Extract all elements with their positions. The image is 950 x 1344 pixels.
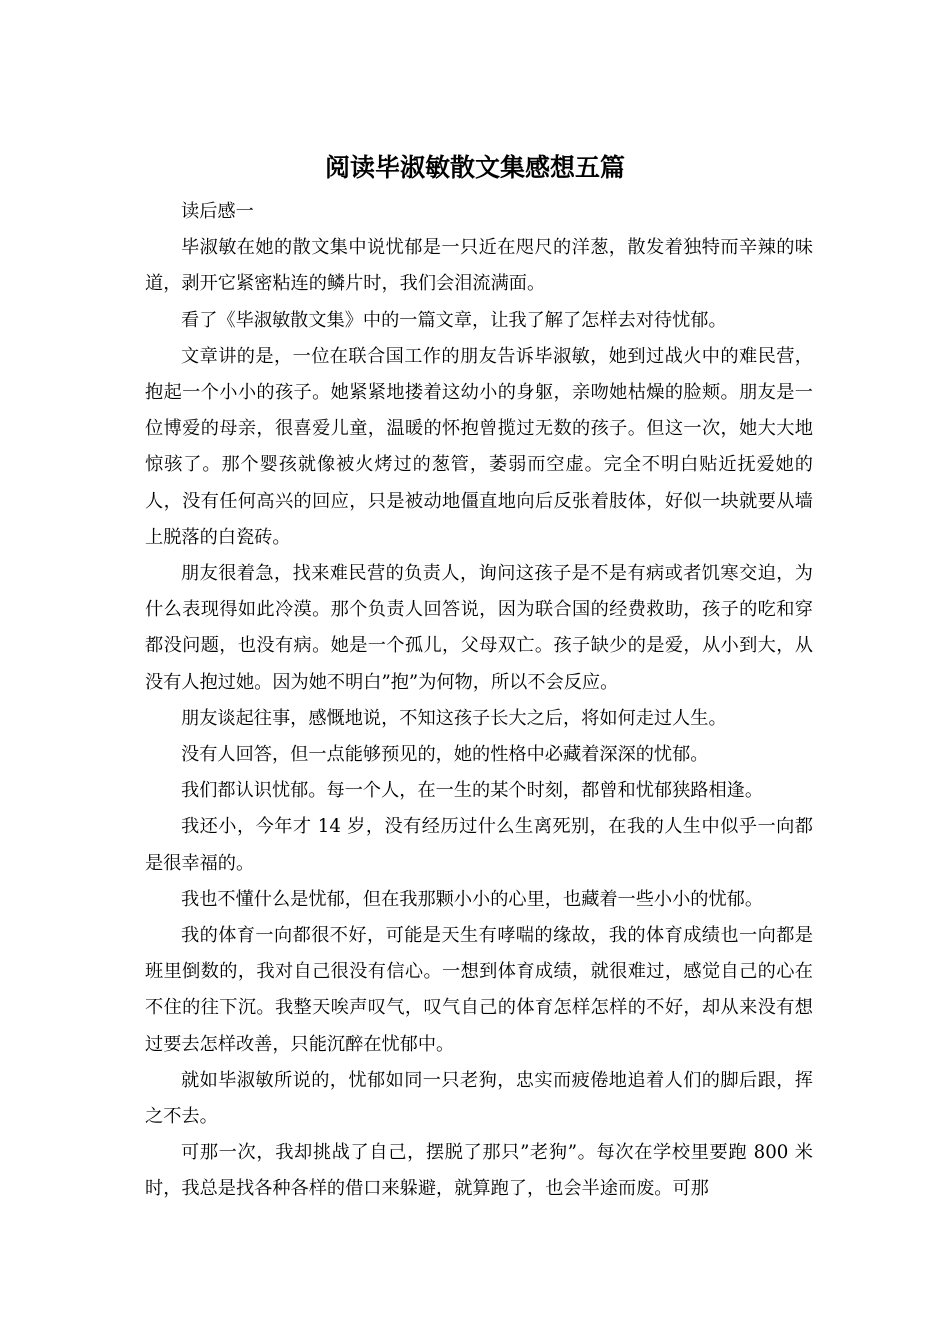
paragraph: 我的体育一向都很不好，可能是天生有哮喘的缘故，我的体育成绩也一向都是班里倒数的，我对自己很没有信心。一想到体育成绩，就很难过，感觉自己的心在不住的往下沉。我整天唉声叹气，叹气自己的体育怎样怎样的不好，却从来没有想过要去怎样改善，只能沉醉在忧郁中。 xyxy=(145,925,813,1055)
paragraph: 我们都认识忧郁。每一个人，在一生的某个时刻，都曾和忧郁狭路相逢。 xyxy=(181,780,764,802)
document-title: 阅读毕淑敏散文集感想五篇 xyxy=(324,153,625,182)
document-body xyxy=(145,194,813,1208)
paragraph: 朋友很着急，找来难民营的负责人，询问这孩子是不是有病或者饥寒交迫，为什么表现得如此冷漠。那个负责人回答说，因为联合国的经费救助，孩子的吃和穿都没问题，也没有病。她是一个孤儿，父母双亡。孩子缺少的是爱，从小到大，从没有人抱过她。因为她不明白”抱”为何物，所以不会反应。 xyxy=(145,563,813,693)
paragraph: 毕淑敏在她的散文集中说忧郁是一只近在咫尺的洋葱，散发着独特而辛辣的味道，剥开它紧密粘连的鳞片时，我们会泪流满面。 xyxy=(145,237,813,295)
paragraph: 看了《毕淑敏散文集》中的一篇文章，让我了解了怎样去对待忧郁。 xyxy=(181,309,727,331)
paragraph: 文章讲的是，一位在联合国工作的朋友告诉毕淑敏，她到过战火中的难民营，抱起一个小小的孩子。她紧紧地搂着这幼小的身躯，亲吻她枯燥的脸颊。朋友是一位博爱的母亲，很喜爱儿童，温暖的怀抱曾揽过无数的孩子。但这一次，她大大地惊骇了。那个婴孩就像被火烤过的葱管，萎弱而空虚。完全不明白贴近抚爱她的人，没有任何高兴的回应，只是被动地僵直地向后反张着肢体，好似一块就要从墙上脱落的白瓷砖。 xyxy=(145,345,813,548)
paragraph: 就如毕淑敏所说的，忧郁如同一只老狗，忠实而疲倦地追着人们的脚后跟，挥之不去。 xyxy=(145,1069,813,1128)
paragraph: 朋友谈起往事，感慨地说，不知这孩子长大之后，将如何走过人生。 xyxy=(181,707,727,729)
paragraph: 没有人回答，但一点能够预见的，她的性格中必藏着深深的忧郁。 xyxy=(181,744,709,766)
paragraph: 我还小，今年才 14 岁，没有经历过什么生离死别，在我的人生中似乎一向都是很幸福的。 xyxy=(145,816,813,874)
paragraph-heading-1: 读后感一 xyxy=(181,201,254,222)
paragraph: 我也不懂什么是忧郁，但在我那颗小小的心里，也藏着一些小小的忧郁。 xyxy=(181,888,764,910)
paragraph: 可那一次，我却挑战了自己，摆脱了那只”老狗”。每次在学校里要跑 800 米时，我总是找各种各样的借口来躲避，就算跑了，也会半途而废。可那 xyxy=(145,1142,813,1200)
